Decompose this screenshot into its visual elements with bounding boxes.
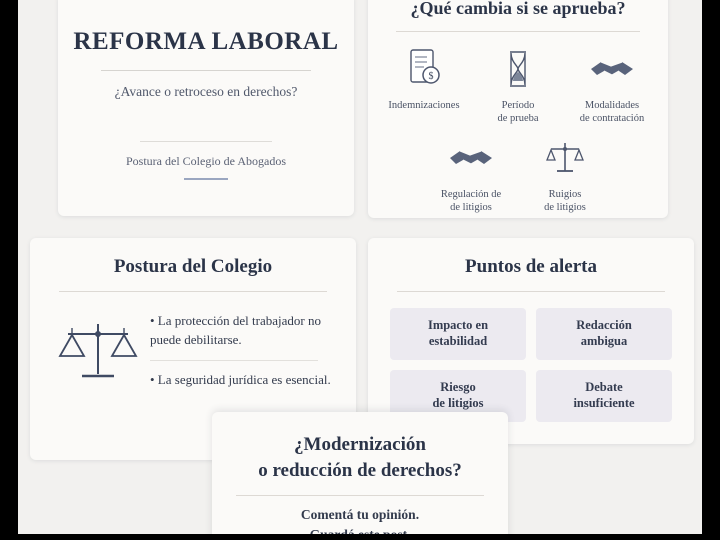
alert-line1: Redacción xyxy=(576,318,632,333)
change-label-line2: de prueba xyxy=(497,113,539,125)
bullet-item: • La protección del trabajador no puede debilitarse. xyxy=(150,313,321,347)
change-label xyxy=(429,188,513,214)
change-label-line2: de litigios xyxy=(450,202,492,214)
hero-card xyxy=(58,0,354,216)
divider xyxy=(140,141,272,142)
accent-underline xyxy=(184,178,228,180)
alert-line2: de litigios xyxy=(432,396,484,410)
alert-box xyxy=(536,370,672,422)
postura-bullets xyxy=(150,310,340,400)
alert-box xyxy=(536,308,672,360)
divider xyxy=(396,31,640,32)
cta-title-line1: ¿Modernización xyxy=(294,434,426,455)
alert-line2: ambigua xyxy=(580,334,628,348)
cta-action-comment: Comentá tu opinión. xyxy=(300,507,420,523)
change-label-line2: de contratación xyxy=(579,113,645,125)
hourglass-icon xyxy=(476,46,560,92)
change-label xyxy=(476,99,560,125)
change-item xyxy=(523,135,607,214)
change-label-line1: Indemnizaciones xyxy=(388,100,460,111)
alert-line2: estabilidad xyxy=(428,334,488,348)
document-money-icon xyxy=(382,46,466,92)
changes-title: ¿Qué cambia si se aprueba? xyxy=(410,0,626,18)
svg-text:$: $ xyxy=(428,71,434,82)
change-label xyxy=(382,99,466,112)
divider xyxy=(150,360,318,361)
cta-title-line2: o reducción de derechos? xyxy=(258,459,462,481)
change-item xyxy=(476,46,560,125)
hero-footer-text: Postura del Colegio de Abogados xyxy=(126,154,286,168)
postura-body xyxy=(30,292,356,400)
bullet-item: • La seguridad jurídica es esencial. xyxy=(150,371,331,387)
hero-subtitle: ¿Avance o retroceso en derechos? xyxy=(114,84,298,99)
handshake-icon xyxy=(429,135,513,181)
divider xyxy=(101,70,311,71)
change-label-line1: Modalidades xyxy=(584,100,640,111)
change-label-line1: Regulación de xyxy=(440,189,502,201)
scales-icon xyxy=(523,135,607,181)
page-title: REFORMA LABORAL xyxy=(73,28,339,55)
change-label xyxy=(570,99,654,125)
change-item xyxy=(382,46,466,125)
letterbox-left xyxy=(0,0,18,540)
change-label xyxy=(523,188,607,214)
changes-row-1 xyxy=(368,46,668,125)
alert-box xyxy=(390,308,526,360)
scales-icon xyxy=(46,310,150,388)
divider xyxy=(236,495,484,496)
change-label-line2: de litigios xyxy=(544,202,586,214)
postura-title: Postura del Colegio xyxy=(113,256,273,277)
letterbox-bottom xyxy=(0,534,720,540)
alert-line1: Debate xyxy=(585,380,623,395)
changes-card xyxy=(368,0,668,218)
alerta-grid xyxy=(368,292,694,422)
alert-line2: insuficiente xyxy=(573,396,635,410)
hero-footer xyxy=(58,141,354,180)
alert-line1: Riesgo xyxy=(440,380,476,395)
change-item xyxy=(570,46,654,125)
change-item xyxy=(429,135,513,214)
cta-card xyxy=(212,412,508,540)
alerta-title: Puntos de alerta xyxy=(465,256,597,277)
letterbox-right xyxy=(702,0,720,540)
alert-line1: Impacto en xyxy=(427,318,489,333)
changes-row-2 xyxy=(368,135,668,214)
handshake-icon xyxy=(570,46,654,92)
change-label-line1: Ruigios xyxy=(548,189,582,201)
cta-title xyxy=(212,432,508,483)
change-label-line1: Período xyxy=(501,100,535,111)
